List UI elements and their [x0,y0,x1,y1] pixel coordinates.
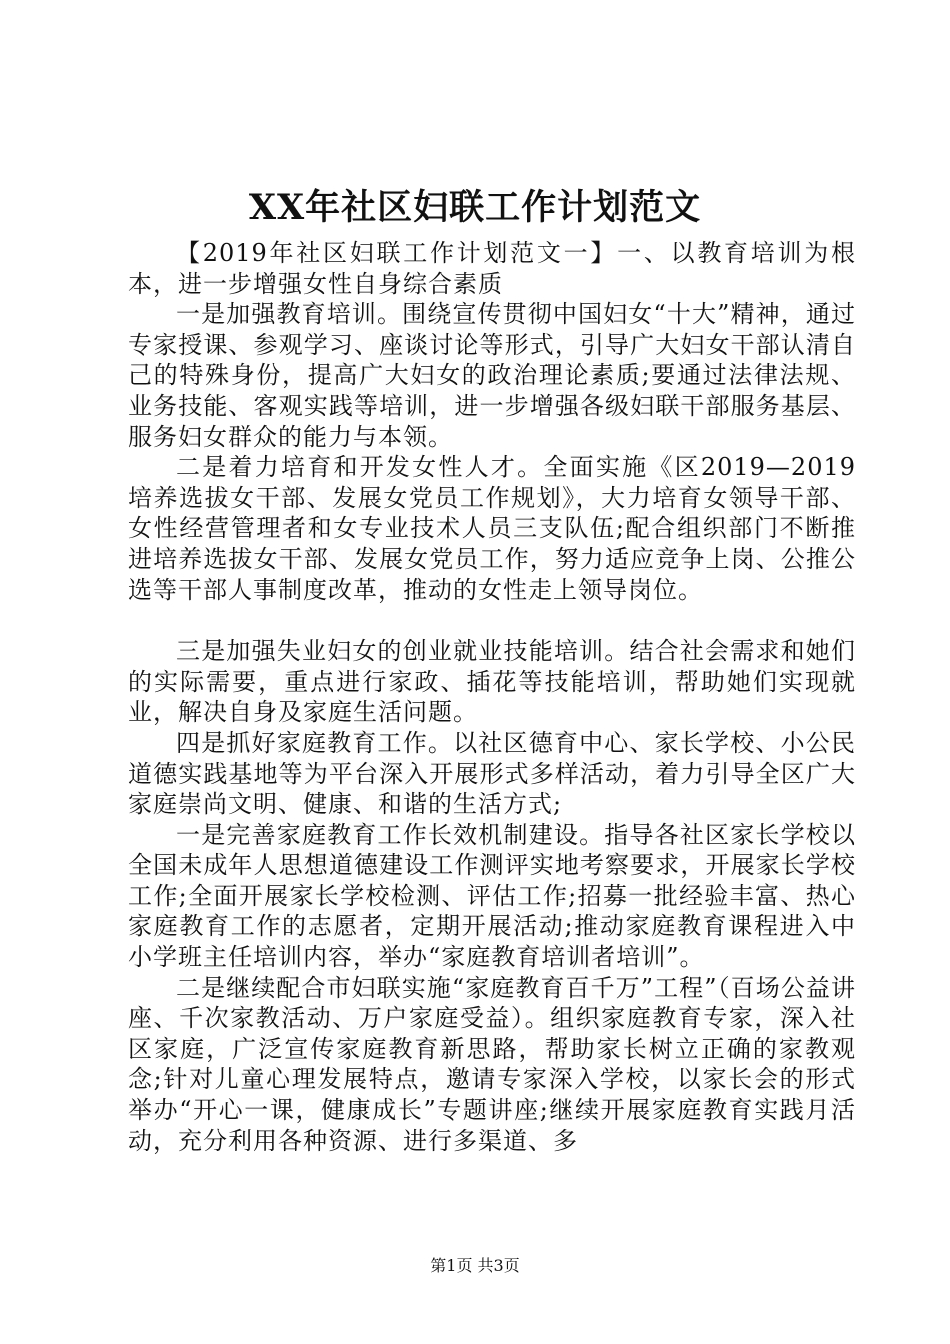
paragraph-intro: 【2019年社区妇联工作计划范文一】一、以教育培训为根本，进一步增强女性自身综合素质 [128,239,856,298]
paragraph-employment-training: 三是加强失业妇女的创业就业技能培训。结合社会需求和她们的实际需要，重点进行家政、插花等技能培训，帮助她们实现就业，解决自身及家庭生活问题。 [128,637,856,727]
page-number: 第1页 共3页 [430,1256,520,1275]
document-body [128,238,856,1156]
document-title: XX年社区妇联工作计划范文 [248,187,702,228]
paragraph-mechanism-building: 一是完善家庭教育工作长效机制建设。指导各社区家长学校以全国未成年人思想道德建设工作测评实地考察要求，开展家长学校工作;全面开展家长学校检测、评估工作;招募一批经验丰富、热心家庭教育工作的志愿者，定期开展活动;推动家庭教育课程进入中小学班主任培训内容，举办“家庭教育培训者培训”。 [128,820,856,972]
paragraph-education-training: 一是加强教育培训。围绕宣传贯彻中国妇女“十大”精神，通过专家授课、参观学习、座谈讨论等形式，引导广大妇女干部认清自己的特殊身份，提高广大妇女的政治理论素质;要通过法律法规、业务技能、客观实践等培训，进一步增强各级妇联干部服务基层、服务妇女群众的能力与本领。 [128,300,856,451]
paragraph-female-talent: 二是着力培育和开发女性人才。全面实施《区2019—2019培养选拔女干部、发展女党员工作规划》，大力培育女领导干部、女性经营管理者和女专业技术人员三支队伍;配合组织部门不断推进培养选拔女干部、发展女党员工作，努力适应竞争上岗、公推公选等干部人事制度改革，推动的女性走上领导岗位。 [128,453,856,604]
paragraph-hundred-thousand-project: 二是继续配合市妇联实施“家庭教育百千万”工程”（百场公益讲座、千次家教活动、万户家庭受益）。组织家庭教育专家，深入社区家庭，广泛宣传家庭教育新思路，帮助家长树立正确的家教观念;针对儿童心理发展特点，邀请专家深入学校，以家长会的形式举办“开心一课，健康成长”专题讲座;继续开展家庭教育实践月活动，充分利用各种资源、进行多渠道、多 [128,973,856,1155]
paragraph-family-education: 四是抓好家庭教育工作。以社区德育中心、家长学校、小公民道德实践基地等为平台深入开展形式多样活动，着力引导全区广大家庭崇尚文明、健康、和谐的生活方式; [128,728,856,819]
